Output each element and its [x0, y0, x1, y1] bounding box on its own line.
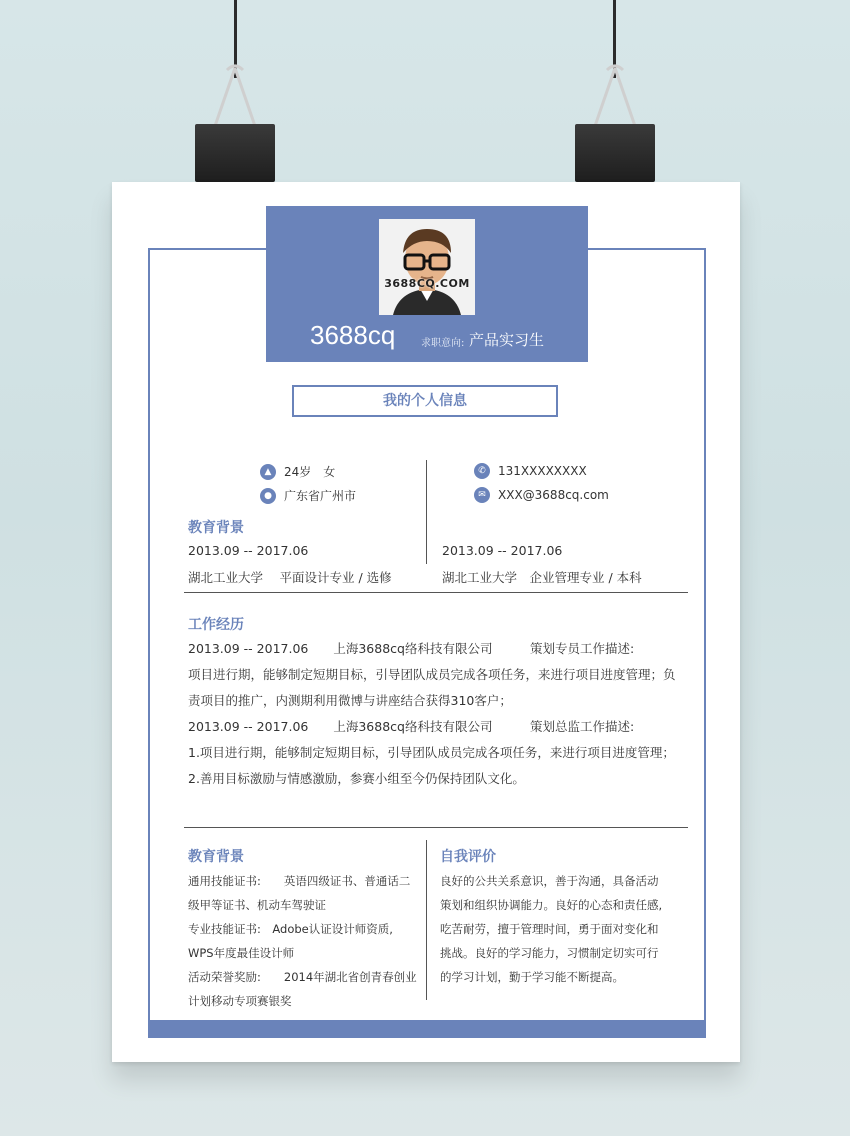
self-eval-line: 挑战。良好的学习能力，习惯制定切实可行 — [440, 946, 659, 960]
work-line: 1.项目进行期，能够制定短期目标，引导团队成员完成各项任务，来进行项目进度管理； — [188, 745, 675, 760]
resume-paper — [112, 182, 740, 1062]
location-pin-icon: ● — [260, 488, 276, 504]
work-line: 责项目的推广，内测期利用微博与讲座结合获得310客户； — [188, 693, 512, 708]
self-eval-heading: 自我评价 — [440, 849, 496, 865]
phone: 131XXXXXXXX — [498, 464, 587, 478]
info-phone — [474, 463, 587, 479]
info-location — [260, 487, 356, 504]
work-line: 2013.09 -- 2017.06 上海3688cq络科技有限公司 策划总监工作描述: — [188, 719, 635, 734]
education-right-detail: 湖北工业大学 企业管理专业 / 本科 — [442, 570, 642, 585]
work-line: 2.善用目标激励与情感激励，参赛小组至今仍保持团队文化。 — [188, 771, 525, 786]
graduation-cap-icon: ▲ — [260, 464, 276, 480]
self-eval-line: 的学习计划，勤于学习能不断提高。 — [440, 970, 624, 984]
cert-line: WPS年度最佳设计师 — [188, 946, 295, 960]
candidate-name: 3688cq — [310, 320, 396, 350]
info-divider — [426, 460, 427, 564]
education-divider — [184, 592, 688, 593]
work-line: 项目进行期，能够制定短期目标，引导团队成员完成各项任务，来进行项目进度管理；负 — [188, 667, 676, 682]
section-title: 我的个人信息 — [292, 385, 558, 417]
cert-line: 级甲等证书、机动车驾驶证 — [188, 898, 326, 912]
work-heading: 工作经历 — [188, 617, 244, 633]
photo-watermark: 3688CQ.COM — [384, 277, 470, 290]
info-age — [260, 463, 335, 480]
self-eval-line: 策划和组织协调能力。良好的心态和责任感, — [440, 898, 663, 912]
phone-icon: ✆ — [474, 463, 490, 479]
job-intent-value: 产品实习生 — [469, 331, 545, 349]
email: XXX@3688cq.com — [498, 488, 609, 502]
job-intent-label: 求职意向: — [421, 338, 465, 349]
education-right-period: 2013.09 -- 2017.06 — [442, 543, 563, 558]
self-eval-line: 良好的公共关系意识，善于沟通，具备活动 — [440, 874, 659, 888]
cert-line: 专业技能证书: Adobe认证设计师资质, — [188, 922, 393, 936]
location: 广东省广州市 — [284, 489, 357, 503]
binder-clip-right — [575, 60, 655, 182]
cert-line: 活动荣誉奖励: 2014年湖北省创青春创业 — [188, 970, 417, 984]
resume-header — [266, 206, 588, 362]
info-email — [474, 487, 609, 503]
education-heading: 教育背景 — [188, 520, 244, 536]
work-divider — [184, 827, 688, 828]
education-left-detail: 湖北工业大学 平面设计专业 / 选修 — [188, 570, 392, 585]
cert-line: 通用技能证书: 英语四级证书、普通话二 — [188, 874, 411, 888]
certs-heading: 教育背景 — [188, 849, 244, 865]
age-gender: 24岁 女 — [284, 465, 336, 479]
mail-icon: ✉ — [474, 487, 490, 503]
footer-bar — [148, 1020, 706, 1038]
binder-clip-left — [195, 60, 275, 182]
avatar — [379, 219, 475, 315]
bottom-divider — [426, 840, 427, 1000]
work-line: 2013.09 -- 2017.06 上海3688cq络科技有限公司 策划专员工作描述: — [188, 641, 635, 656]
education-left-period: 2013.09 -- 2017.06 — [188, 543, 309, 558]
cert-line: 计划移动专项赛银奖 — [188, 994, 292, 1008]
self-eval-line: 吃苦耐劳，擅于管理时间，勇于面对变化和 — [440, 922, 659, 936]
